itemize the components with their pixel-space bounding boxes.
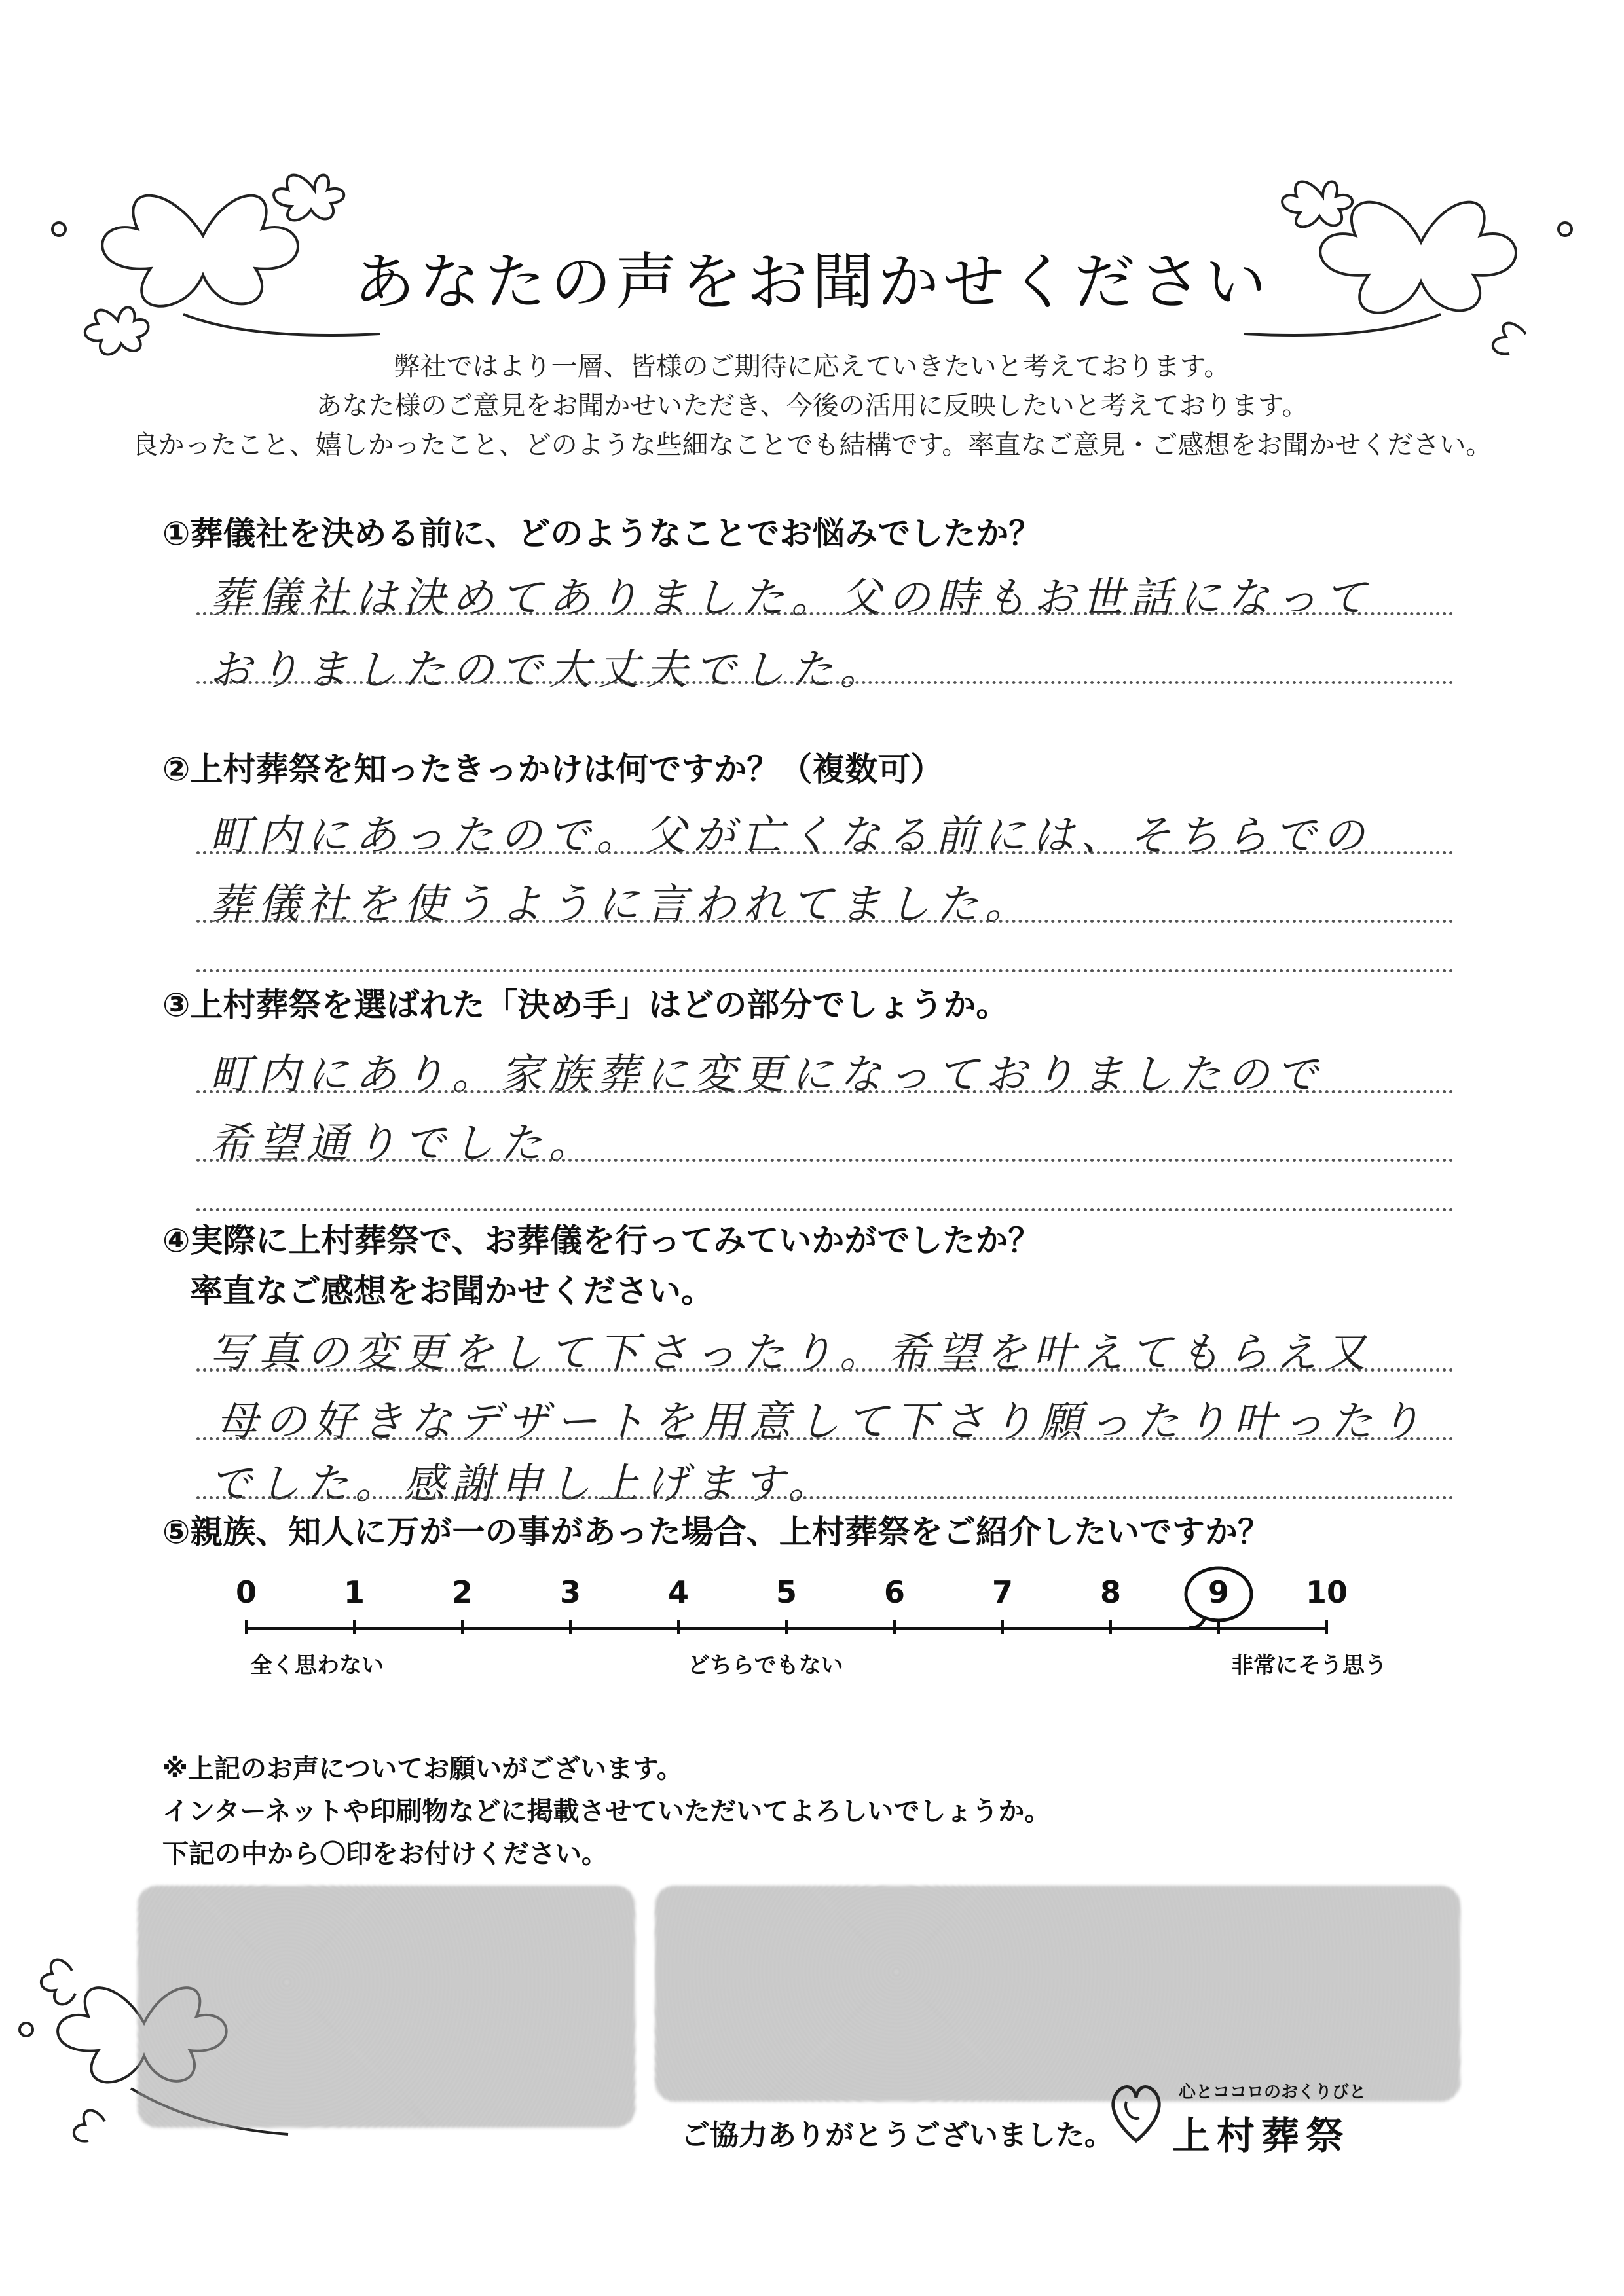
intro-line-3: 良かったこと、嬉しかったこと、どのような些細なことでも結構です。率直なご意見・ご感想をお聞かせください。 bbox=[132, 430, 1492, 460]
rating-tick bbox=[785, 1620, 788, 1634]
answer-line-divider bbox=[196, 1159, 1454, 1162]
rating-tick bbox=[893, 1620, 896, 1634]
rating-option-7: 7 bbox=[991, 1575, 1014, 1610]
answer-line-divider bbox=[196, 851, 1454, 854]
page-title: あなたの声をお聞かせください bbox=[353, 247, 1270, 318]
question-4-sublabel: 率直なご感想をお聞かせください。 bbox=[190, 1272, 714, 1310]
notice-line-2: インターネットや印刷物などに掲載させていただいてよろしいでしょうか。 bbox=[162, 1796, 1051, 1827]
heart-logo-icon bbox=[1107, 2075, 1166, 2147]
question-1-answer-line-1: 葬儀社は決めてありました。父の時もお世話になって bbox=[210, 574, 1373, 623]
answer-line-divider bbox=[196, 1437, 1454, 1440]
question-4-answer-line-3: でした。感謝申し上げます。 bbox=[210, 1460, 836, 1508]
rating-tick bbox=[1109, 1620, 1112, 1634]
company-tagline: 心とココロのおくりびと bbox=[1179, 2083, 1367, 2102]
notice-line-1: ※上記のお声についてお願いがございます。 bbox=[162, 1754, 683, 1784]
question-1-answer-line-2: おりましたので大丈夫でした。 bbox=[210, 646, 888, 695]
answer-line-divider bbox=[196, 1368, 1454, 1372]
rating-tick bbox=[569, 1620, 572, 1634]
rating-option-0: 0 bbox=[235, 1575, 257, 1610]
rating-option-8: 8 bbox=[1099, 1575, 1122, 1610]
answer-line-divider bbox=[196, 1090, 1454, 1093]
rating-option-10: 10 bbox=[1305, 1575, 1348, 1610]
rating-mid-label: どちらでもない bbox=[688, 1652, 843, 1679]
thanks-text: ご協力ありがとうございました。 bbox=[681, 2119, 1113, 2152]
rating-option-2: 2 bbox=[451, 1575, 473, 1610]
rating-option-1: 1 bbox=[343, 1575, 365, 1610]
question-1-label: ①葬儀社を決める前に、どのようなことでお悩みでしたか？ bbox=[162, 515, 1042, 553]
rating-option-6: 6 bbox=[883, 1575, 906, 1610]
answer-line-divider bbox=[196, 1208, 1454, 1211]
answer-line-divider bbox=[196, 681, 1454, 684]
rating-option-9: 9 bbox=[1208, 1575, 1230, 1610]
question-4-label: ④実際に上村葬祭で、お葬儀を行ってみていかがでしたか？ bbox=[162, 1222, 1041, 1260]
rating-low-label: 全く思わない bbox=[250, 1652, 384, 1679]
rating-tick bbox=[677, 1620, 680, 1634]
answer-line-divider bbox=[196, 969, 1454, 972]
answer-line-divider bbox=[196, 612, 1454, 615]
rating-tick bbox=[353, 1620, 356, 1634]
redacted-area-left bbox=[138, 1886, 635, 2128]
intro-line-1: 弊社ではより一層、皆様のご期待に応えていきたいと考えております。 bbox=[394, 352, 1230, 382]
answer-line-divider bbox=[196, 920, 1454, 923]
question-4-answer-line-1: 写真の変更をして下さったり。希望を叶えてもらえ又 bbox=[210, 1329, 1373, 1377]
answer-line-divider bbox=[196, 1496, 1454, 1499]
rating-option-3: 3 bbox=[559, 1575, 581, 1610]
rating-tick bbox=[245, 1620, 248, 1634]
question-2-answer-line-2: 葬儀社を使うように言われてました。 bbox=[210, 881, 1033, 929]
question-4-answer-line-2: 母の好きなデザートを用意して下さり願ったり叶ったり bbox=[216, 1398, 1428, 1446]
question-3-label: ③上村葬祭を選ばれた「決め手」はどの部分でしょうか。 bbox=[162, 986, 1009, 1024]
question-2-answer-line-1: 町内にあったので。父が亡くなる前には、そちらでの bbox=[210, 812, 1371, 860]
redacted-area-right bbox=[655, 1886, 1460, 2102]
selected-rating-circle bbox=[1179, 1561, 1258, 1633]
question-3-answer-line-1: 町内にあり。家族葬に変更になっておりましたので bbox=[210, 1051, 1324, 1099]
rating-tick bbox=[461, 1620, 464, 1634]
rating-high-label: 非常にそう思う bbox=[1231, 1652, 1387, 1679]
question-5-label: ⑤親族、知人に万が一の事があった場合、上村葬祭をご紹介したいですか？ bbox=[162, 1513, 1270, 1551]
company-name: 上村葬祭 bbox=[1172, 2113, 1351, 2158]
rating-tick bbox=[1325, 1620, 1328, 1634]
rating-tick bbox=[1001, 1620, 1004, 1634]
rating-option-5: 5 bbox=[775, 1575, 798, 1610]
notice-line-3: 下記の中から〇印をお付けください。 bbox=[162, 1839, 608, 1869]
question-3-answer-line-2: 希望通りでした。 bbox=[210, 1120, 597, 1168]
rating-option-4: 4 bbox=[667, 1575, 690, 1610]
question-2-label: ②上村葬祭を知ったきっかけは何ですか？（複数可） bbox=[162, 750, 944, 788]
intro-line-2: あなた様のご意見をお聞かせいただき、今後の活用に反映したいと考えております。 bbox=[316, 391, 1308, 421]
